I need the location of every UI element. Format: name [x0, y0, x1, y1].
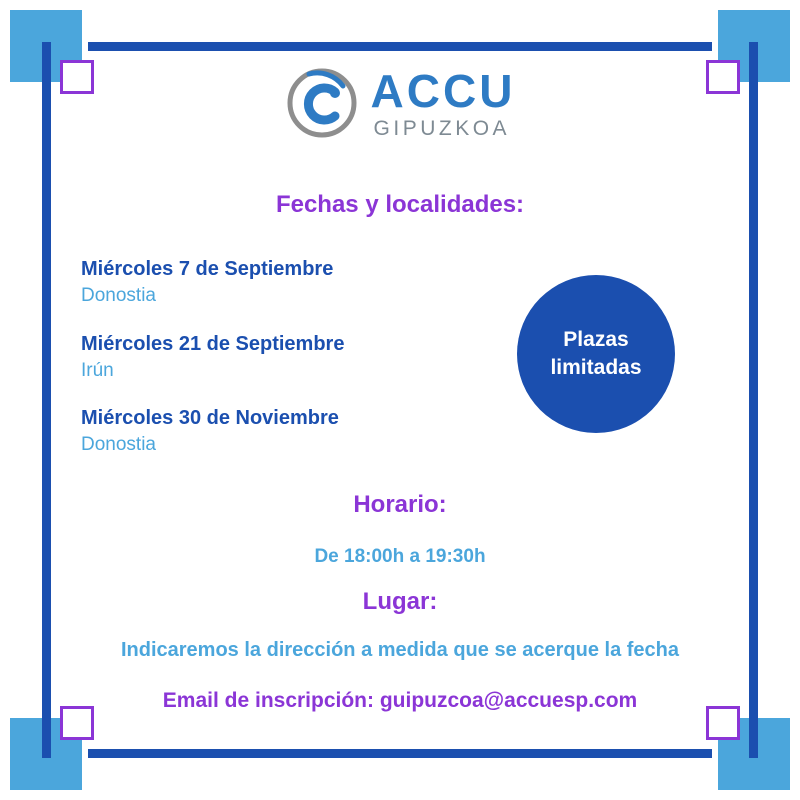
- list-item: [81, 256, 344, 309]
- dates-title: Fechas y localidades:: [275, 191, 525, 218]
- place-value: Indicaremos la dirección a medida que se acerque la fecha: [120, 639, 679, 661]
- city-label: Donostia: [81, 434, 156, 456]
- list-item: [81, 405, 344, 458]
- city-label: Donostia: [81, 285, 156, 306]
- city-label: Irún: [81, 359, 114, 381]
- place-title: Lugar:: [362, 588, 438, 615]
- schedule-title: Horario:: [353, 491, 447, 518]
- logo-text: [370, 64, 516, 140]
- badge-line-1: Plazas: [563, 327, 629, 351]
- poster-content: [51, 51, 749, 749]
- frame-line-right: [749, 42, 758, 758]
- list-item: [81, 331, 344, 384]
- schedule-value: De 18:00h a 19:30h: [314, 546, 486, 567]
- accu-circle-icon: [285, 66, 359, 140]
- limited-places-badge: [517, 275, 675, 433]
- date-label: Miércoles 30 de Noviembre: [81, 407, 339, 430]
- date-label: Miércoles 21 de Septiembre: [81, 332, 345, 355]
- badge-line-2: limitadas: [550, 356, 642, 379]
- logo-name: ACCU: [370, 64, 516, 117]
- dates-list: [81, 256, 344, 480]
- frame-line-bottom: [88, 749, 712, 758]
- logo-region: GIPUZKOA: [373, 116, 511, 140]
- frame-line-left: [42, 42, 51, 758]
- frame-line-top: [88, 42, 712, 51]
- registration-email: Email de inscripción: guipuzcoa@accuesp.com: [162, 689, 638, 712]
- logo: [51, 66, 749, 140]
- date-label: Miércoles 7 de Septiembre: [81, 258, 334, 280]
